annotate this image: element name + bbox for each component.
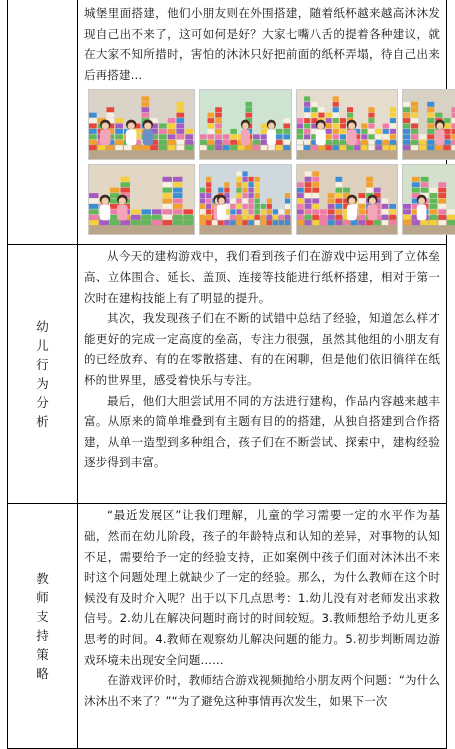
row-label-behavior-analysis: 幼儿行为分析 (36, 317, 50, 431)
photo-cup-castle-4 (402, 89, 455, 160)
photo-cup-castle-8 (402, 164, 455, 235)
row-label-cell (8, 0, 78, 245)
content-cell (78, 504, 447, 749)
table-row-teacher-strategy (8, 504, 447, 749)
strategy-paragraph: 在游戏评价时，教师结合游戏视频抛给小朋友两个问题：“为什么沐沐出不来了？”“为了避免这种事情再次发生，如果下一次 (84, 670, 440, 711)
analysis-paragraph: 其次，我发现孩子们在不断的试错中总结了经验，知道怎么样才能更好的完成一定高度的垒高，专注力很强，虽然其他组的小朋友有的已经放弃、有的在零散搭建、有的在闲聊，但是他们依旧徜徉在纸杯的世界里，感受着快乐与专注。 (84, 308, 440, 390)
photo-icon (89, 90, 194, 159)
photo-icon (200, 165, 291, 234)
photo-cup-castle-7 (296, 164, 398, 235)
analysis-paragraph: 最后，他们大胆尝试用不同的方法进行建构，作品内容越来越丰富。从原来的简单堆叠到有主题有目的的搭建，从独自搭建到合作搭建，从单一造型到多种组合，孩子们在不断尝试、探索中，建构经验逐步得到丰富。 (84, 391, 440, 473)
photo-cup-castle-2 (199, 89, 292, 160)
photo-cup-castle-6 (199, 164, 292, 235)
table-row-behavior-analysis (8, 245, 447, 504)
photo-cup-castle-3 (296, 89, 398, 160)
observation-text: 城堡里面搭建，他们小朋友则在外围搭建，随着纸杯越来越高沐沐发现自己出不来了，这可如何是好？大家七嘴八舌的提着各种建议，就在大家不知所措时，害怕的沐沐只好把前面的纸杯弄塌，待自己出来后再搭建… (84, 3, 440, 85)
photo-cup-castle-1 (88, 89, 195, 160)
table-row-observation (8, 0, 447, 245)
row-label-cell (8, 504, 78, 749)
analysis-paragraph: 从今天的建构游戏中，我们看到孩子们在游戏中运用到了立体垒高、立体围合、延长、盖顶、连接等技能进行纸杯搭建，相对于第一次时在建构技能上有了明显的提升。 (84, 246, 440, 308)
photo-icon (297, 90, 397, 159)
photo-icon (297, 165, 397, 234)
content-cell (78, 0, 447, 245)
photo-icon (200, 90, 291, 159)
content-cell (78, 245, 447, 504)
photo-grid (88, 89, 440, 235)
strategy-paragraph: “最近发展区”让我们理解，儿童的学习需要一定的水平作为基础，然而在幼儿阶段，孩子的年龄特点和认知的差异，对事物的认知不足，需要给予一定的经验支持，正如案例中孩子们面对沐沐出不来时这个问题处理上就缺少了一定的经验。那么，为什么教师在这个时候没有及时介入呢？出于以下几点思考：1.幼儿没有对老师发出求救信号。2.幼儿在解决问题时商讨的时间较短。3.教师想给予幼儿更多思考的时间。4.教师在观察幼儿解决问题的能力。5.初步判断周边游戏环境未出现安全问题…… (84, 505, 440, 670)
photo-icon (403, 90, 455, 159)
observation-record-table (7, 0, 447, 749)
photo-icon (89, 165, 194, 234)
row-label-cell (8, 245, 78, 504)
photo-cup-castle-5 (88, 164, 195, 235)
photo-icon (403, 165, 455, 234)
row-label-teacher-strategy: 教师支持策略 (36, 569, 50, 683)
